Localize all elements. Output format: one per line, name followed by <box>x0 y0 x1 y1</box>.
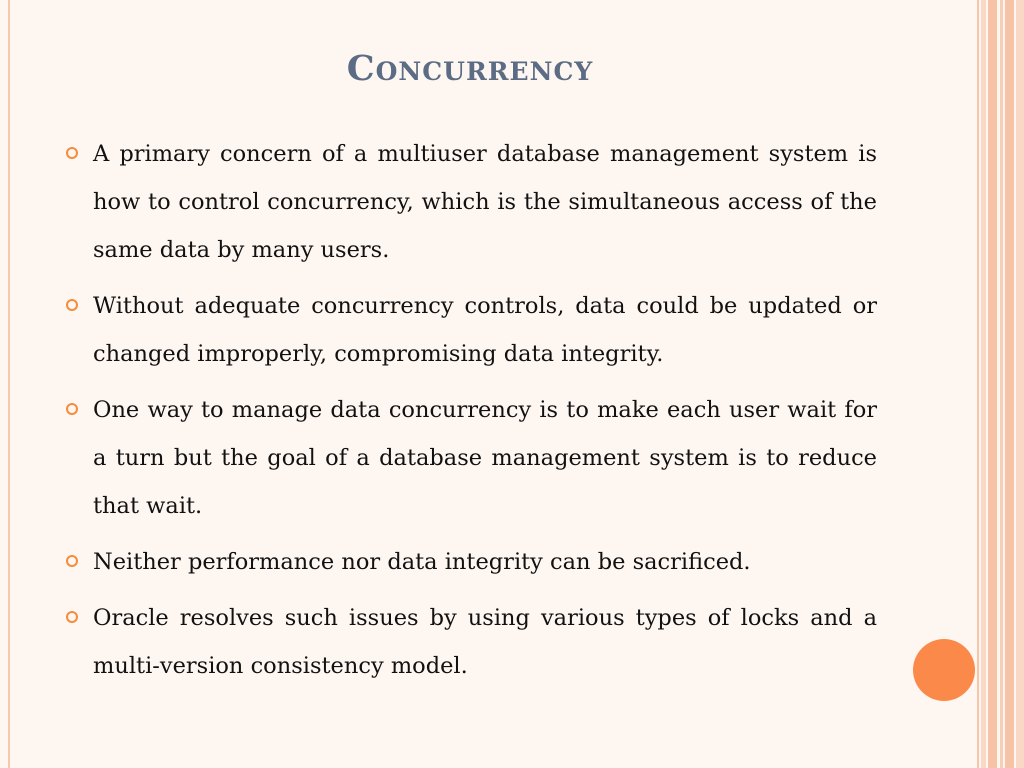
bullet-text: A primary concern of a multiuser database management system is how to control concurrency, which is the simultaneous access of the same data by many users. <box>93 141 877 263</box>
ring-bullet-icon <box>66 299 78 311</box>
ring-bullet-icon <box>66 611 78 623</box>
right-stripe <box>1000 0 1003 768</box>
bullet-text: Oracle resolves such issues by using various types of locks and a multi-version consistency model. <box>93 605 877 679</box>
bullet-item <box>93 538 877 586</box>
bullet-list <box>93 130 877 698</box>
decorative-circle <box>913 639 975 701</box>
right-stripe <box>1005 0 1014 768</box>
right-stripe <box>1016 0 1024 768</box>
bullet-item <box>93 282 877 378</box>
right-stripe <box>988 0 997 768</box>
bullet-text: Without adequate concurrency controls, data could be updated or changed improperly, compromising data integrity. <box>93 293 877 367</box>
left-border-line <box>8 0 10 768</box>
slide-title: Concurrency <box>346 48 594 89</box>
right-stripe <box>977 0 979 768</box>
ring-bullet-icon <box>66 147 78 159</box>
right-stripe <box>981 0 986 768</box>
bullet-text: One way to manage data concurrency is to make each user wait for a turn but the goal of a database management system is to reduce that wait. <box>93 397 877 519</box>
ring-bullet-icon <box>66 403 78 415</box>
ring-bullet-icon <box>66 555 78 567</box>
bullet-item <box>93 386 877 530</box>
bullet-text: Neither performance nor data integrity can be sacrificed. <box>93 549 751 575</box>
bullet-item <box>93 130 877 274</box>
bullet-item <box>93 594 877 690</box>
